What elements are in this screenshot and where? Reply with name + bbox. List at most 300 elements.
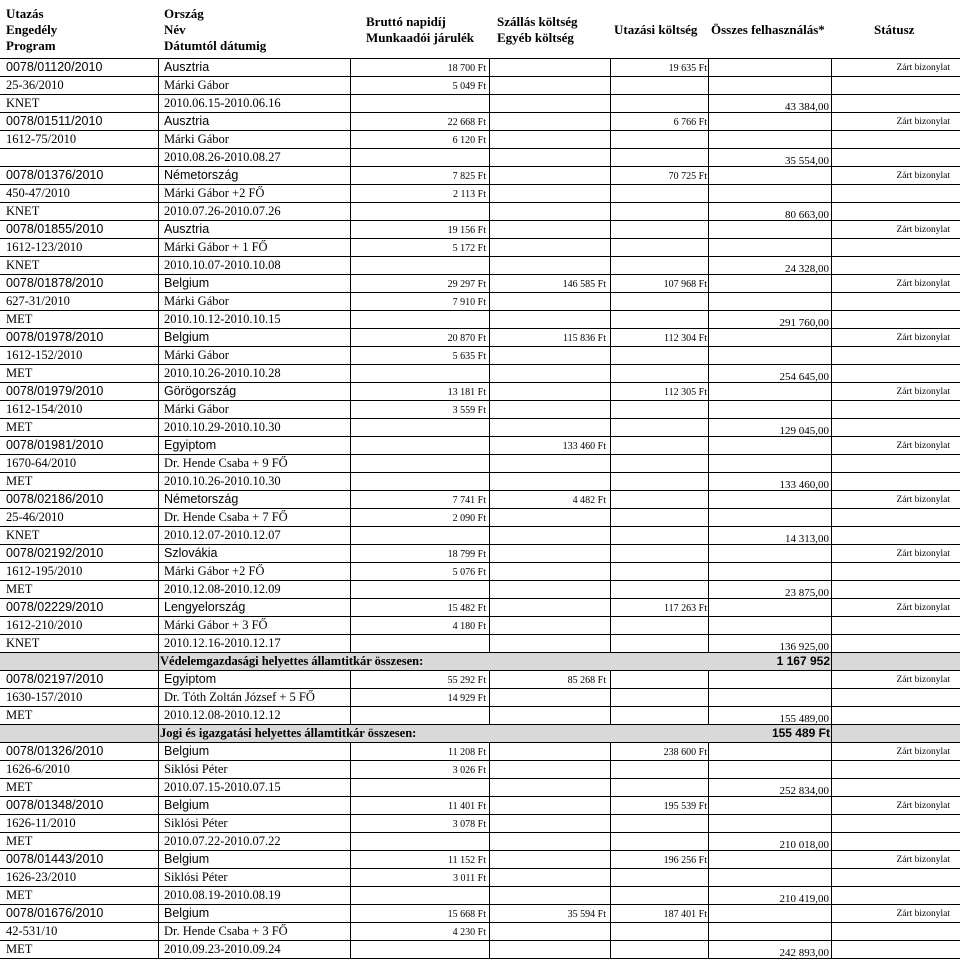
entry-country: Lengyelország [164,600,246,614]
column-divider [489,815,490,832]
column-divider [610,941,611,958]
column-divider [489,743,490,760]
entry-napidij: 15 482 Ft [447,603,486,614]
header-text: Név [164,22,186,37]
entry-total: 252 834,00 [779,785,829,797]
entry-status: Zárt bizonylat [896,855,950,865]
column-divider [610,365,611,382]
column-divider [158,437,159,454]
column-divider [610,95,611,112]
column-divider [831,689,832,706]
entry-row-main [0,545,960,563]
column-divider [831,815,832,832]
entry-total: 210 419,00 [779,893,829,905]
entry-row-main [0,383,960,401]
entry-napidij: 7 741 Ft [452,495,486,506]
entry-program: MET [6,942,33,956]
column-divider [350,581,351,598]
column-divider [831,599,832,616]
column-divider [831,779,832,796]
column-divider [158,887,159,904]
column-divider [831,707,832,724]
column-divider [489,527,490,544]
entry-country: Belgium [164,330,210,344]
entry-dates: 2010.10.29-2010.10.30 [164,420,281,434]
column-divider [708,923,709,940]
column-divider [350,437,351,454]
header-col-osszes: Összes felhasználás* [711,22,825,37]
entry-row-dates [0,419,960,437]
column-divider [831,671,832,688]
column-divider [708,491,709,508]
column-divider [158,563,159,580]
column-divider [831,635,832,652]
entry-napidij: 18 799 Ft [447,549,486,560]
entry-row-detail [0,401,960,419]
header-col-napidij [366,14,474,46]
column-divider [831,455,832,472]
entry-country: Ausztria [164,60,210,74]
column-divider [489,491,490,508]
entry-utazasi: 196 256 Ft [663,855,707,866]
entry-jarulek: 3 011 Ft [453,873,486,884]
entry-program: MET [6,312,33,326]
column-divider [489,311,490,328]
header-text: Program [6,38,56,53]
entry-dates: 2010.10.26-2010.10.30 [164,474,281,488]
entry-utazasi: 112 305 Ft [664,387,707,398]
entry-row-dates [0,941,960,959]
column-divider [831,167,832,184]
column-divider [708,689,709,706]
column-divider [158,473,159,490]
column-divider [158,383,159,400]
entry-napidij: 15 668 Ft [447,909,486,920]
entry-utazasi: 19 635 Ft [668,63,707,74]
entry-szallas: 133 460 Ft [562,441,606,452]
column-divider [158,671,159,688]
header-text: Bruttó napidíj [366,14,446,29]
entry-engedely: 1612-210/2010 [6,618,83,632]
entry-total: 254 645,00 [779,371,829,383]
column-divider [489,905,490,922]
entry-status: Zárt bizonylat [896,171,950,181]
column-divider [831,653,832,670]
entry-row-dates [0,635,960,653]
column-divider [489,473,490,490]
entry-total: 210 018,00 [779,839,829,851]
entry-row-main [0,491,960,509]
column-divider [350,149,351,166]
entry-engedely: 1612-152/2010 [6,348,83,362]
column-divider [158,761,159,778]
entry-row-dates [0,95,960,113]
entry-row-main [0,113,960,131]
column-divider [158,365,159,382]
column-divider [158,329,159,346]
column-divider [708,347,709,364]
column-divider [831,203,832,220]
column-divider [158,923,159,940]
entry-row-dates [0,779,960,797]
column-divider [831,95,832,112]
entry-row-detail [0,185,960,203]
entry-status: Zárt bizonylat [896,333,950,343]
entry-id: 0078/02192/2010 [6,546,104,560]
column-divider [158,941,159,958]
entry-id: 0078/02229/2010 [6,600,104,614]
entry-dates: 2010.12.07-2010.12.07 [164,528,281,542]
table-header [0,0,960,59]
column-divider [708,869,709,886]
column-divider [350,779,351,796]
column-divider [158,689,159,706]
column-divider [831,491,832,508]
column-divider [831,113,832,130]
entry-total: 24 328,00 [785,263,829,275]
entry-row-main [0,329,960,347]
entry-total: 155 489,00 [779,713,829,725]
column-divider [489,167,490,184]
column-divider [158,275,159,292]
entry-name: Dr. Hende Csaba + 3 FŐ [164,924,288,938]
column-divider [610,131,611,148]
entry-program: MET [6,582,33,596]
column-divider [489,203,490,220]
entry-row-dates [0,203,960,221]
summary-row [0,653,960,671]
column-divider [610,689,611,706]
entry-engedely: 25-46/2010 [6,510,64,524]
column-divider [610,581,611,598]
entry-dates: 2010.12.08-2010.12.12 [164,708,281,722]
column-divider [831,311,832,328]
column-divider [489,617,490,634]
entry-country: Németország [164,492,239,506]
column-divider [831,365,832,382]
entry-row-detail [0,293,960,311]
column-divider [831,437,832,454]
entry-utazasi: 195 539 Ft [663,801,707,812]
entry-country: Belgium [164,798,210,812]
column-divider [158,311,159,328]
column-divider [831,581,832,598]
entry-id: 0078/02197/2010 [6,672,104,686]
entry-total: 133 460,00 [779,479,829,491]
column-divider [831,239,832,256]
entry-szallas: 115 836 Ft [563,333,606,344]
entry-row-detail [0,869,960,887]
entry-country: Németország [164,168,239,182]
entry-row-main [0,59,960,77]
entry-jarulek: 14 929 Ft [447,693,486,704]
entry-row-main [0,851,960,869]
table-body [0,59,960,959]
column-divider [158,59,159,76]
column-divider [610,761,611,778]
entry-country: Ausztria [164,114,210,128]
entry-row-dates [0,149,960,167]
column-divider [831,797,832,814]
entry-engedely: 1612-154/2010 [6,402,83,416]
entry-row-detail [0,815,960,833]
entry-dates: 2010.10.26-2010.10.28 [164,366,281,380]
entry-row-main [0,167,960,185]
column-divider [610,815,611,832]
header-col-statusz: Státusz [874,22,915,37]
column-divider [489,365,490,382]
column-divider [831,275,832,292]
column-divider [489,149,490,166]
entry-status: Zárt bizonylat [896,441,950,451]
entry-program: MET [6,366,33,380]
column-divider [708,545,709,562]
column-divider [831,149,832,166]
column-divider [489,77,490,94]
column-divider [831,509,832,526]
column-divider [158,131,159,148]
column-divider [489,383,490,400]
entry-utazasi: 6 766 Ft [673,117,707,128]
summary-row [0,725,960,743]
entry-name: Márki Gábor [164,348,229,362]
entry-name: Márki Gábor + 3 FŐ [164,618,268,632]
entry-id: 0078/01376/2010 [6,168,104,182]
entry-name: Márki Gábor +2 FŐ [164,186,265,200]
entry-id: 0078/01511/2010 [6,114,103,128]
entry-program: MET [6,780,33,794]
column-divider [610,491,611,508]
entry-engedely: 1626-23/2010 [6,870,77,884]
column-divider [610,527,611,544]
entry-name: Márki Gábor [164,294,229,308]
column-divider [489,833,490,850]
entry-status: Zárt bizonylat [896,909,950,919]
header-text: Dátumtól dátumig [164,38,267,53]
column-divider [158,545,159,562]
column-divider [610,707,611,724]
column-divider [610,473,611,490]
column-divider [708,851,709,868]
entry-row-main [0,275,960,293]
column-divider [610,239,611,256]
column-divider [158,455,159,472]
column-divider [350,635,351,652]
header-col-orszag [164,6,266,54]
entry-program: KNET [6,528,40,542]
column-divider [610,617,611,634]
entry-country: Ausztria [164,222,210,236]
entry-engedely: 1630-157/2010 [6,690,83,704]
column-divider [708,509,709,526]
column-divider [489,113,490,130]
entry-row-detail [0,617,960,635]
column-divider [158,653,159,670]
column-divider [708,383,709,400]
column-divider [489,707,490,724]
entry-country: Belgium [164,744,210,758]
entry-row-main [0,905,960,923]
column-divider [158,833,159,850]
column-divider [489,563,490,580]
entry-napidij: 19 156 Ft [447,225,486,236]
entry-engedely: 25-36/2010 [6,78,64,92]
entry-id: 0078/01979/2010 [6,384,104,398]
entry-jarulek: 7 910 Ft [452,297,486,308]
entry-country: Egyiptom [164,672,217,686]
entry-utazasi: 70 725 Ft [668,171,707,182]
entry-program: MET [6,834,33,848]
column-divider [489,581,490,598]
column-divider [158,419,159,436]
header-col-szallas [497,14,578,46]
entry-row-main [0,221,960,239]
entry-napidij: 11 401 Ft [448,801,486,812]
entry-dates: 2010.10.12-2010.10.15 [164,312,281,326]
entry-name: Dr. Hende Csaba + 7 FŐ [164,510,288,524]
column-divider [489,941,490,958]
entry-jarulek: 5 076 Ft [452,567,486,578]
column-divider [489,401,490,418]
column-divider [350,419,351,436]
entry-dates: 2010.12.08-2010.12.09 [164,582,281,596]
entry-engedely: 1612-123/2010 [6,240,83,254]
column-divider [708,239,709,256]
column-divider [831,761,832,778]
column-divider [831,887,832,904]
entry-row-detail [0,347,960,365]
column-divider [158,77,159,94]
column-divider [610,437,611,454]
entry-jarulek: 3 078 Ft [452,819,486,830]
entry-total: 14 313,00 [785,533,829,545]
entry-dates: 2010.08.26-2010.08.27 [164,150,281,164]
entry-napidij: 18 700 Ft [447,63,486,74]
column-divider [831,221,832,238]
column-divider [158,635,159,652]
column-divider [489,887,490,904]
entry-id: 0078/01676/2010 [6,906,104,920]
column-divider [831,743,832,760]
entry-status: Zárt bizonylat [896,801,950,811]
entry-name: Márki Gábor +2 FŐ [164,564,265,578]
entry-row-detail [0,509,960,527]
entry-engedely: 450-47/2010 [6,186,70,200]
entry-row-dates [0,365,960,383]
entry-row-dates [0,707,960,725]
column-divider [489,59,490,76]
column-divider [708,563,709,580]
entry-row-detail [0,689,960,707]
column-divider [831,257,832,274]
entry-row-dates [0,833,960,851]
entry-id: 0078/01326/2010 [6,744,104,758]
entry-jarulek: 2 113 Ft [453,189,486,200]
entry-szallas: 4 482 Ft [572,495,606,506]
entry-country: Egyiptom [164,438,217,452]
entry-status: Zárt bizonylat [896,387,950,397]
entry-name: Márki Gábor [164,402,229,416]
entry-jarulek: 4 180 Ft [452,621,486,632]
column-divider [489,545,490,562]
column-divider [489,455,490,472]
entry-napidij: 55 292 Ft [447,675,486,686]
entry-name: Dr. Tóth Zoltán József + 5 FŐ [164,690,315,704]
column-divider [610,509,611,526]
entry-program: MET [6,888,33,902]
entry-status: Zárt bizonylat [896,279,950,289]
entry-engedely: 1612-195/2010 [6,564,83,578]
entry-row-dates [0,887,960,905]
entry-dates: 2010.07.15-2010.07.15 [164,780,281,794]
column-divider [158,95,159,112]
column-divider [158,779,159,796]
entry-country: Belgium [164,852,210,866]
column-divider [489,419,490,436]
entry-row-main [0,671,960,689]
column-divider [831,401,832,418]
entry-szallas: 85 268 Ft [567,675,606,686]
column-divider [831,347,832,364]
column-divider [158,905,159,922]
entry-jarulek: 4 230 Ft [452,927,486,938]
column-divider [610,419,611,436]
column-divider [708,401,709,418]
entry-total: 23 875,00 [785,587,829,599]
entry-dates: 2010.07.26-2010.07.26 [164,204,281,218]
column-divider [158,185,159,202]
column-divider [350,455,351,472]
header-text: Szállás költség [497,14,578,29]
column-divider [350,203,351,220]
column-divider [831,185,832,202]
header-text: Munkaadói járulék [366,30,474,45]
column-divider [831,851,832,868]
column-divider [610,455,611,472]
column-divider [610,311,611,328]
column-divider [831,725,832,742]
entry-name: Márki Gábor [164,78,229,92]
entry-country: Belgium [164,906,210,920]
entry-szallas: 35 594 Ft [567,909,606,920]
column-divider [708,815,709,832]
entry-row-main [0,797,960,815]
column-divider [831,617,832,634]
column-divider [489,689,490,706]
column-divider [831,923,832,940]
column-divider [489,293,490,310]
entry-program: KNET [6,96,40,110]
column-divider [158,491,159,508]
column-divider [831,383,832,400]
column-divider [831,77,832,94]
column-divider [708,275,709,292]
column-divider [158,851,159,868]
entry-engedely: 1612-75/2010 [6,132,77,146]
entry-szallas: 146 585 Ft [562,279,606,290]
column-divider [350,941,351,958]
entry-program: KNET [6,258,40,272]
entry-napidij: 7 825 Ft [452,171,486,182]
column-divider [489,671,490,688]
column-divider [158,509,159,526]
entry-total: 43 384,00 [785,101,829,113]
entry-dates: 2010.08.19-2010.08.19 [164,888,281,902]
column-divider [350,95,351,112]
column-divider [610,77,611,94]
column-divider [610,347,611,364]
header-col-utazasi: Utazási költség [614,22,698,37]
